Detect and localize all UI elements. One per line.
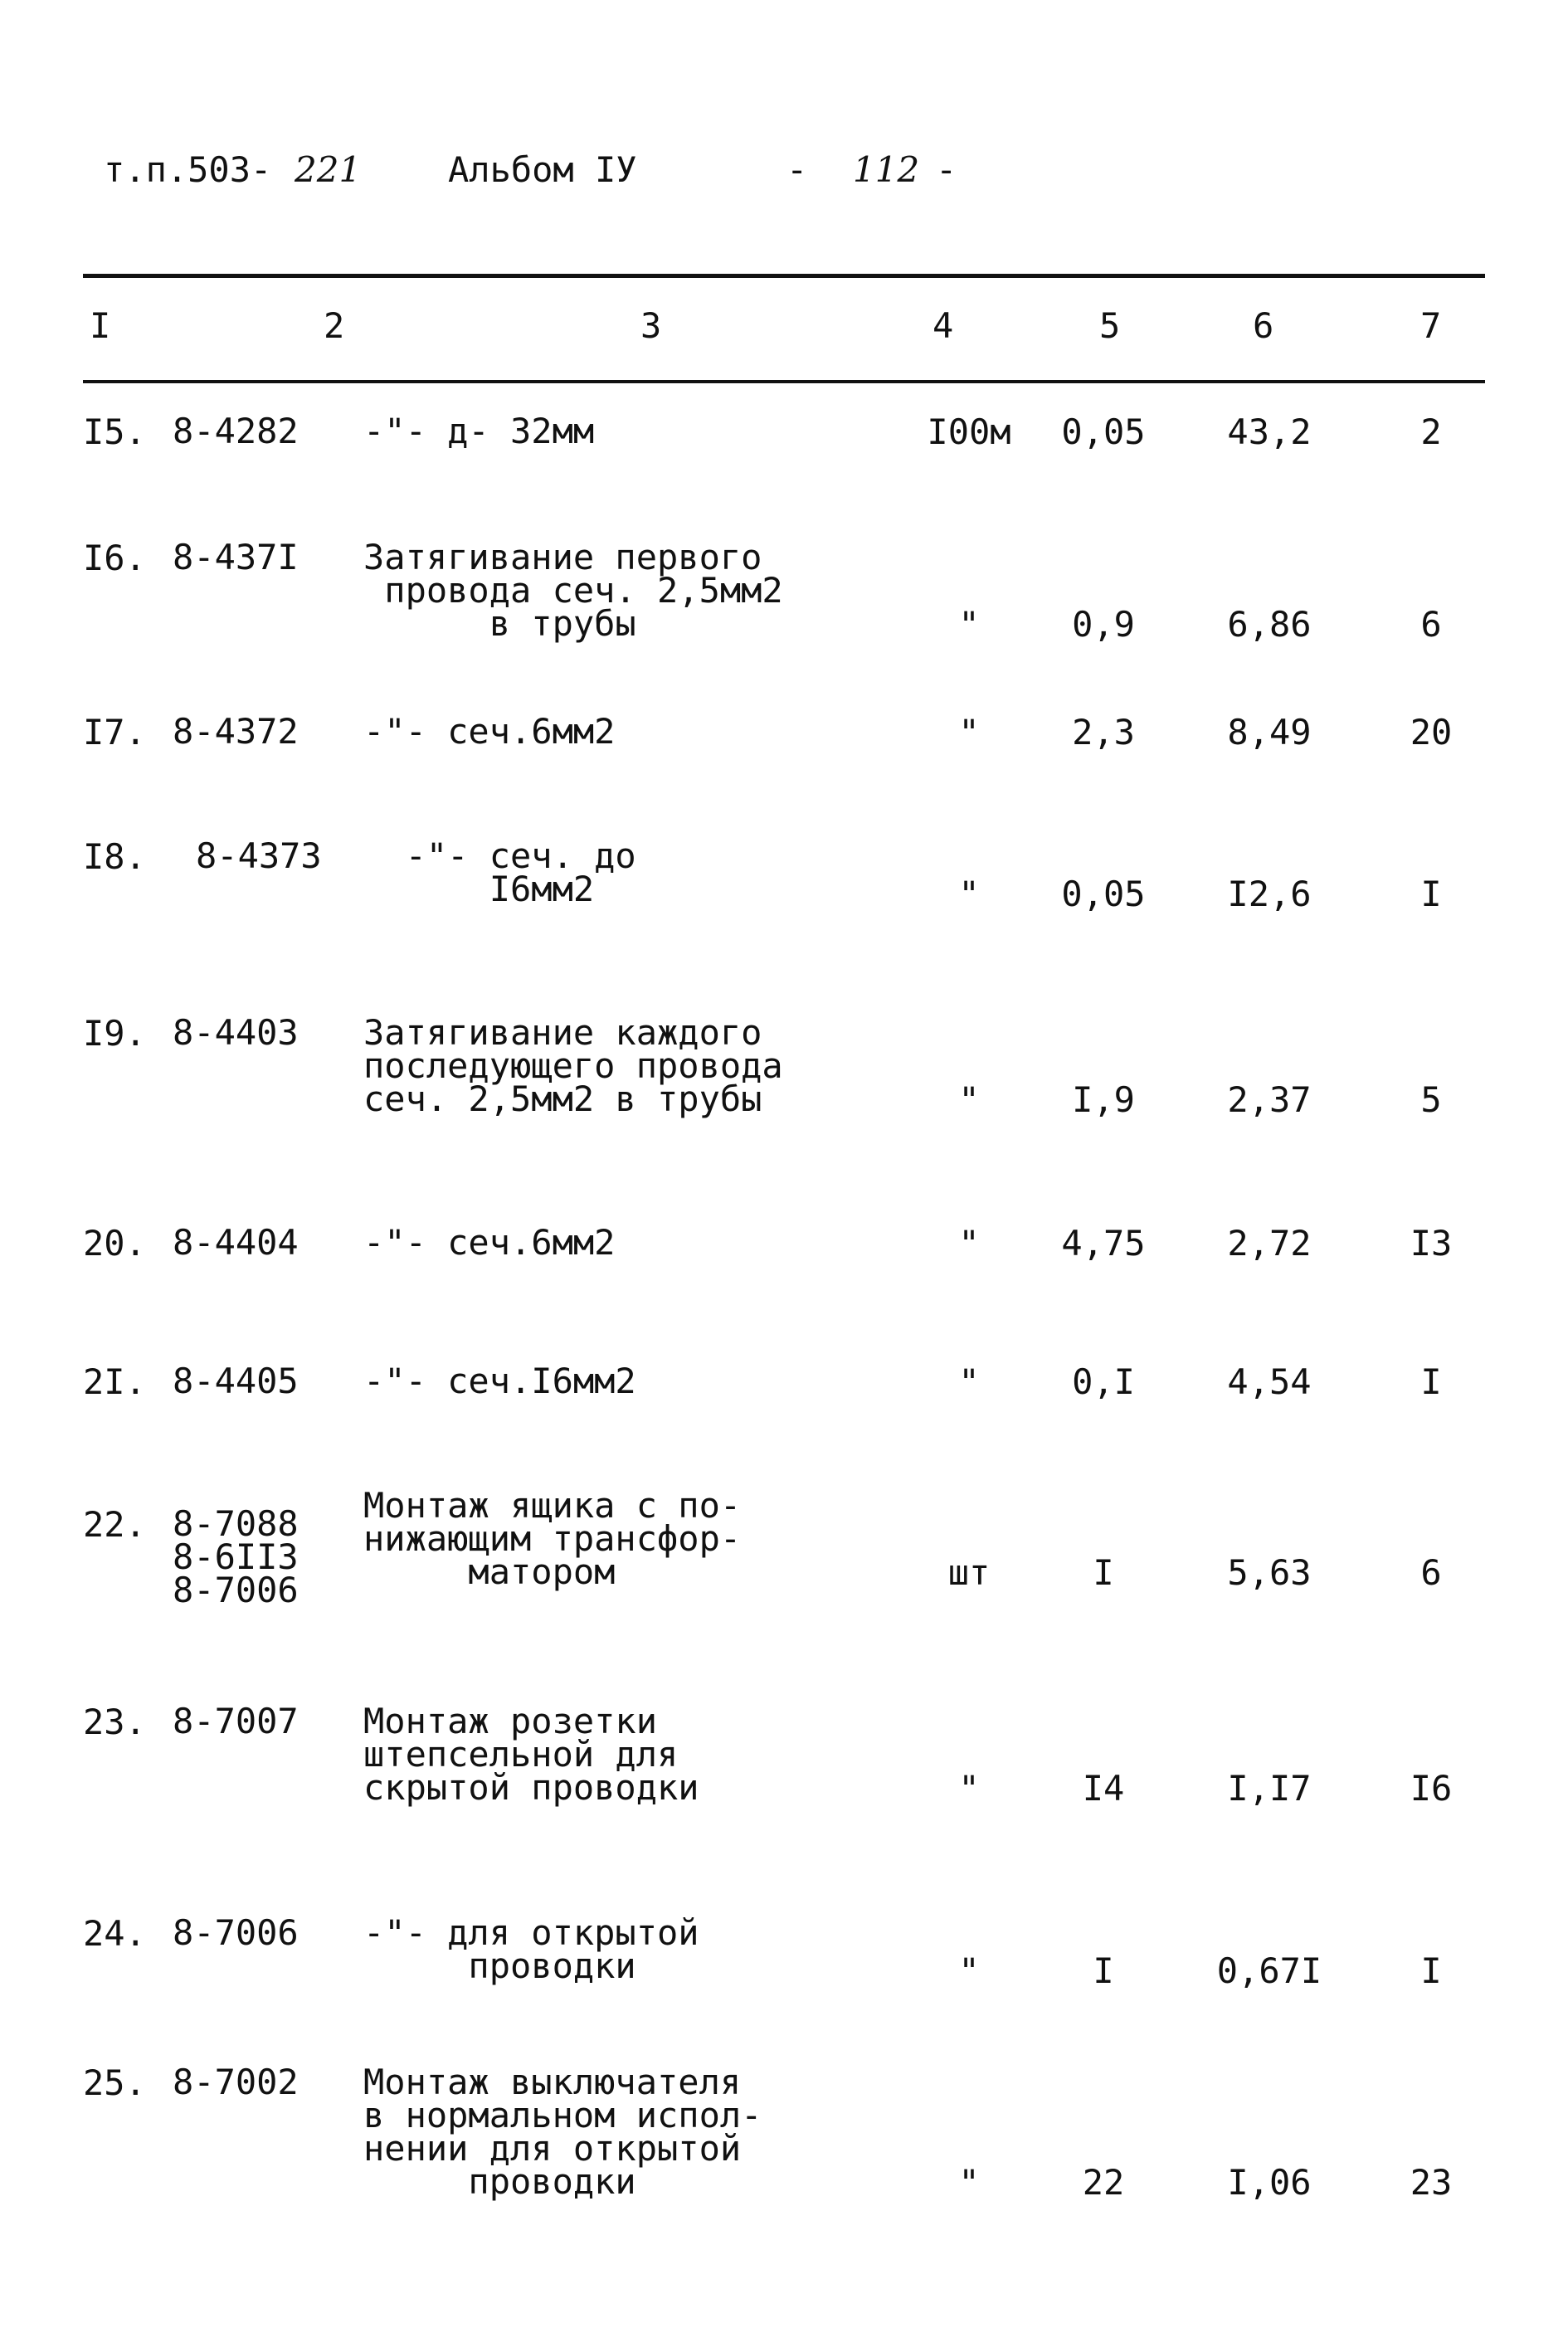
- row-description: Затягивание каждого последующего провода сеч. 2,5мм2 в трубы: [363, 1012, 783, 1119]
- row-number: 24.: [83, 1913, 146, 1954]
- row-number: I8.: [83, 836, 146, 877]
- page-dash-right: -: [936, 149, 957, 190]
- row-description: Монтаж розетки штепсельной для скрытой проводки: [363, 1701, 699, 1808]
- row-quantity: I,9: [1072, 1079, 1135, 1120]
- row-price: I2,6: [1227, 874, 1312, 914]
- column-header-5: 5: [1099, 305, 1121, 346]
- row-code: 8-4282: [173, 411, 299, 451]
- row-quantity: 0,9: [1072, 604, 1135, 645]
- row-quantity: 2,3: [1072, 712, 1135, 752]
- row-total: 6: [1420, 604, 1442, 645]
- row-price: 5,63: [1227, 1552, 1312, 1593]
- row-description: Затягивание первого провода сеч. 2,5мм2 в трубы: [363, 537, 783, 644]
- row-code: 8-4372: [173, 711, 299, 752]
- row-number: 25.: [83, 2062, 146, 2103]
- row-total: I6: [1410, 1768, 1453, 1809]
- row-price: 6,86: [1227, 604, 1312, 645]
- row-code: 8-4373: [196, 835, 322, 876]
- row-price: 4,54: [1227, 1361, 1312, 1402]
- row-price: 2,72: [1227, 1223, 1312, 1264]
- row-price: 8,49: [1227, 712, 1312, 752]
- row-unit: ": [958, 1079, 980, 1120]
- row-code: 8-4404: [173, 1222, 299, 1263]
- row-code: 8-7006: [173, 1912, 299, 1953]
- row-total: 20: [1410, 712, 1453, 752]
- row-total: 6: [1420, 1552, 1442, 1593]
- row-quantity: 0,05: [1061, 874, 1146, 914]
- row-price: I,I7: [1227, 1768, 1312, 1809]
- row-quantity: I: [1093, 1950, 1114, 1991]
- column-header-4: 4: [933, 305, 954, 346]
- row-quantity: 4,75: [1061, 1223, 1146, 1264]
- page-dash-left: -: [786, 149, 808, 190]
- row-code: 8-7007: [173, 1701, 299, 1741]
- row-unit: ": [958, 1361, 980, 1402]
- row-description: -"- для открытой проводки: [363, 1912, 699, 1986]
- album-label: Альбом IУ: [448, 149, 637, 190]
- row-unit: ": [958, 1950, 980, 1991]
- series-number: т.п.503-: [104, 149, 272, 190]
- row-unit: шт: [947, 1552, 991, 1593]
- column-header-6: 6: [1253, 305, 1274, 346]
- row-description: Монтаж ящика с по- нижающим трансфор- матором: [363, 1485, 742, 1592]
- row-price: I,06: [1227, 2162, 1312, 2203]
- row-code: 8-4403: [173, 1012, 299, 1053]
- row-total: I: [1420, 874, 1442, 914]
- row-description: -"- сеч.6мм2: [363, 1222, 616, 1263]
- row-unit: ": [958, 604, 980, 645]
- row-description: -"- сеч.I6мм2: [363, 1361, 636, 1401]
- row-quantity: I4: [1082, 1768, 1125, 1809]
- row-total: I: [1420, 1950, 1442, 1991]
- column-header-1: I: [90, 305, 111, 346]
- page-number: 112: [853, 149, 920, 190]
- row-description: -"- сеч.6мм2: [363, 711, 616, 752]
- row-description: Монтаж выключателя в нормальном испол- нении для открытой проводки: [363, 2062, 762, 2202]
- row-description: -"- сеч. до I6мм2: [405, 835, 636, 909]
- row-description: -"- д- 32мм: [363, 411, 595, 451]
- row-quantity: 22: [1082, 2162, 1125, 2203]
- row-code: 8-7088 8-6II3 8-7006: [173, 1503, 299, 1610]
- row-price: 2,37: [1227, 1079, 1312, 1120]
- row-unit: I00м: [927, 411, 1011, 452]
- row-quantity: I: [1093, 1552, 1114, 1593]
- column-header-2: 2: [324, 305, 345, 346]
- row-number: I7.: [83, 712, 146, 752]
- series-number-handwritten: 221: [295, 149, 362, 190]
- row-number: I6.: [83, 538, 146, 578]
- row-number: I9.: [83, 1013, 146, 1054]
- row-total: 2: [1420, 411, 1442, 452]
- row-price: 0,67I: [1216, 1950, 1322, 1991]
- row-code: 8-4405: [173, 1361, 299, 1401]
- row-quantity: 0,05: [1061, 411, 1146, 452]
- column-header-7: 7: [1420, 305, 1442, 346]
- row-code: 8-437I: [173, 537, 299, 577]
- row-unit: ": [958, 1768, 980, 1809]
- row-total: I: [1420, 1361, 1442, 1402]
- row-total: 5: [1420, 1079, 1442, 1120]
- column-header-3: 3: [640, 305, 662, 346]
- row-quantity: 0,I: [1072, 1361, 1135, 1402]
- row-total: I3: [1410, 1223, 1453, 1264]
- row-unit: ": [958, 1223, 980, 1264]
- row-number: 2I.: [83, 1361, 146, 1402]
- row-number: 23.: [83, 1702, 146, 1742]
- row-unit: ": [958, 874, 980, 914]
- row-number: 20.: [83, 1223, 146, 1264]
- row-unit: ": [958, 712, 980, 752]
- row-price: 43,2: [1227, 411, 1312, 452]
- row-number: 22.: [83, 1504, 146, 1545]
- row-number: I5.: [83, 411, 146, 452]
- row-code: 8-7002: [173, 2062, 299, 2102]
- row-unit: ": [958, 2162, 980, 2203]
- row-total: 23: [1410, 2162, 1453, 2203]
